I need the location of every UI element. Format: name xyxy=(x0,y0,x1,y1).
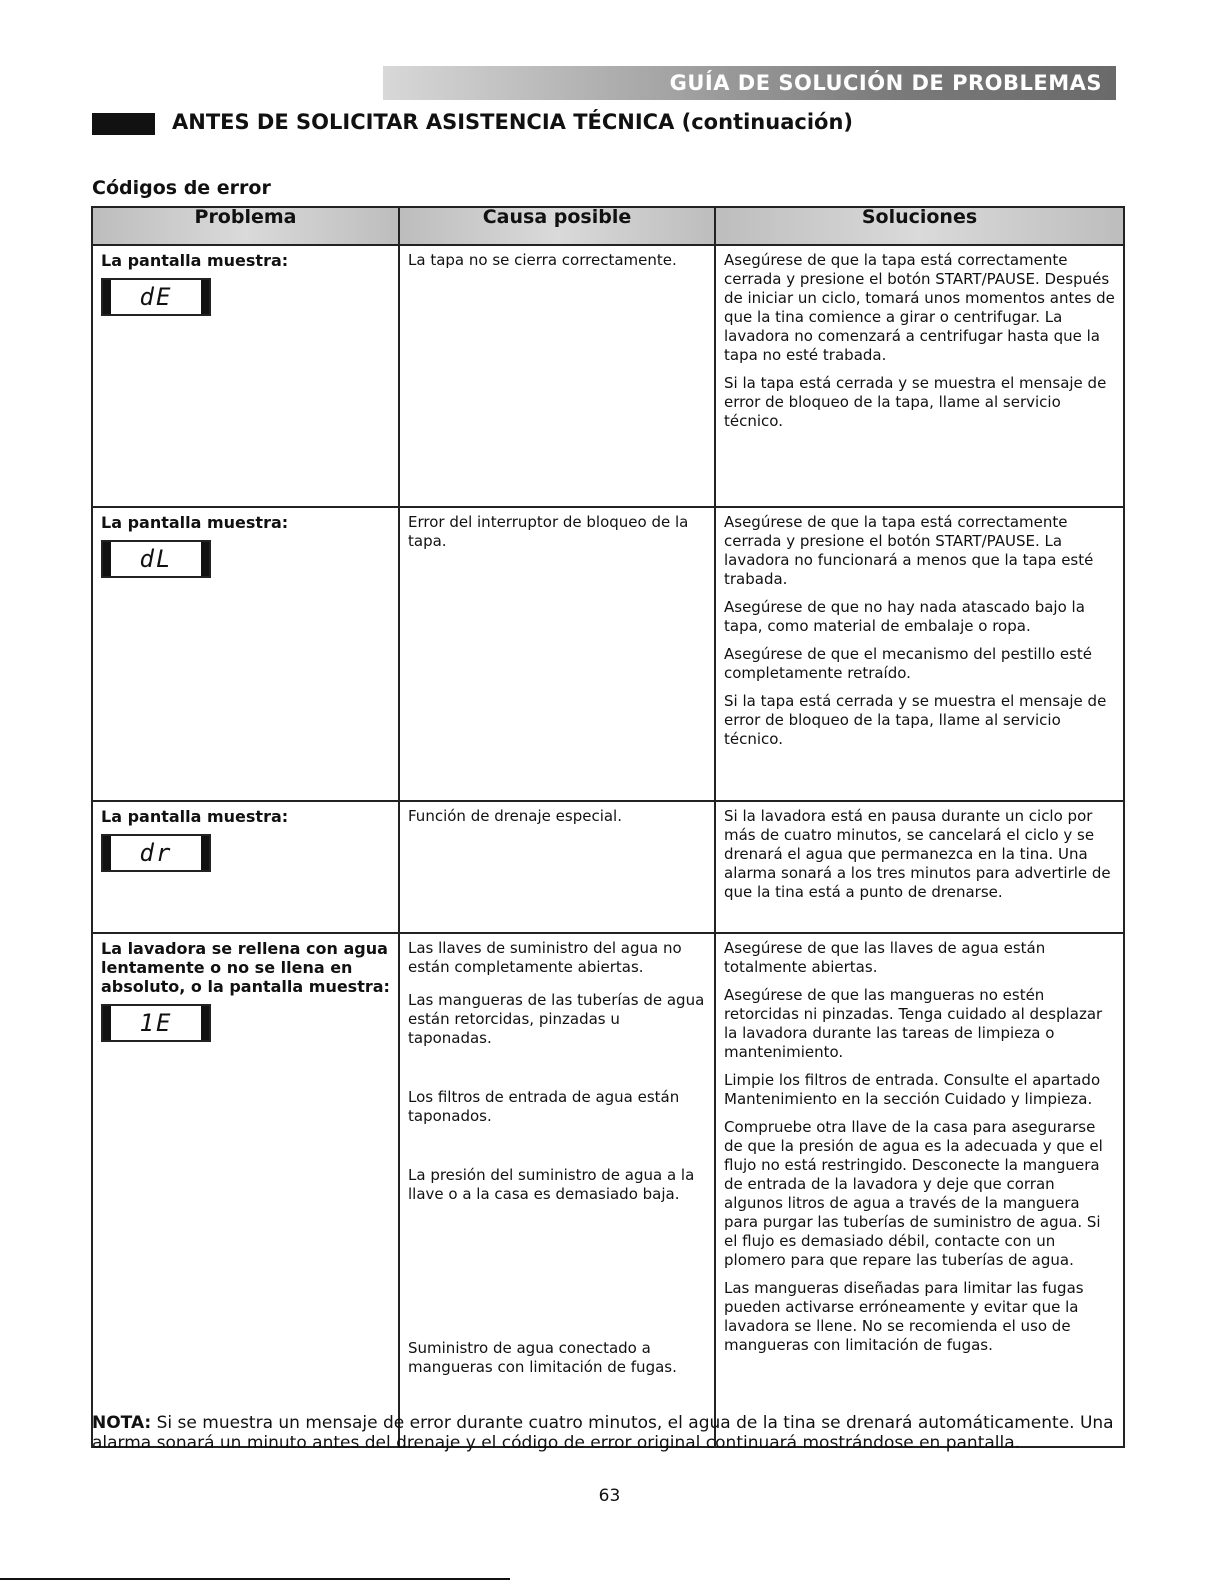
solution-text: Limpie los filtros de entrada. Consulte el apartado Mantenimiento en la sección Cuidado y limpieza. xyxy=(724,1071,1101,1108)
error-code-display xyxy=(101,540,211,578)
page-number: 63 xyxy=(598,1486,621,1506)
table-row xyxy=(92,507,1124,801)
cause-text: La tapa no se cierra correctamente. xyxy=(408,251,677,269)
section-title: ANTES DE SOLICITAR ASISTENCIA TÉCNICA (continuación) xyxy=(172,110,853,134)
solution-text: Compruebe otra llave de la casa para asegurarse de que la presión de agua es la adecuada y que el flujo no está restringido. Desconecte la manguera de entrada de la lavadora y deje que corran algunos litros de agua a través de la manguera para purgar las tuberías de suministro de agua. Si el flujo es demasiado débil, contacte con un plomero para que repare las tuberías de agua. xyxy=(724,1118,1103,1269)
error-code-display xyxy=(101,1004,211,1042)
cause-cell xyxy=(399,507,715,801)
header-solutions: Soluciones xyxy=(715,207,1124,245)
cause-cell xyxy=(399,933,715,1447)
error-codes-table xyxy=(91,206,1125,1448)
cause-text: Error del interruptor de bloqueo de la tapa. xyxy=(408,513,689,550)
cause-text: Suministro de agua conectado a mangueras con limitación de fugas. xyxy=(408,1339,677,1376)
cause-text: La presión del suministro de agua a la llave o a la casa es demasiado baja. xyxy=(408,1166,695,1203)
note-text: Si se muestra un mensaje de error durante cuatro minutos, el agua de la tina se drenará automáticamente. Una alarma sonará un minuto antes del drenaje y el código de error original continuará mostrándose en pantalla. xyxy=(92,1413,1114,1453)
error-code-display xyxy=(101,278,211,316)
note-paragraph xyxy=(92,1413,1122,1453)
solution-text: Asegúrese de que la tapa está correctamente cerrada y presione el botón START/PAUSE. Después de iniciar un ciclo, tomará unos momentos antes de que la tina comience a girar o centrifugar. La lavadora no comenzará a centrifugar hasta que la tapa no esté trabada. xyxy=(724,251,1115,364)
problem-label: La pantalla muestra: xyxy=(101,251,289,270)
table-header-row xyxy=(92,207,1124,245)
solution-text: Asegúrese de que la tapa está correctamente cerrada y presione el botón START/PAUSE. La lavadora no funcionará a menos que la tapa esté trabada. xyxy=(724,513,1094,588)
solution-text: Si la lavadora está en pausa durante un ciclo por más de cuatro minutos, se cancelará el ciclo y se drenará el agua que permanezca en la tina. Una alarma sonará a los tres minutos para advertirle de que la tina está a punto de drenarse. xyxy=(724,807,1111,901)
section-marker xyxy=(92,113,155,135)
cause-text: Función de drenaje especial. xyxy=(408,807,622,825)
problem-cell xyxy=(92,933,399,1447)
table-row xyxy=(92,801,1124,933)
cause-cell xyxy=(399,245,715,507)
cause-text: Los filtros de entrada de agua están taponados. xyxy=(408,1088,680,1125)
table-row xyxy=(92,933,1124,1447)
solution-text: Asegúrese de que el mecanismo del pestillo esté completamente retraído. xyxy=(724,645,1092,682)
cause-text: Las mangueras de las tuberías de agua están retorcidas, pinzadas u taponadas. xyxy=(408,991,705,1047)
problem-label: La lavadora se rellena con agua lentamente o no se llena en absoluto, o la pantalla muestra: xyxy=(101,939,390,996)
error-code: 1E xyxy=(139,1008,173,1037)
problem-cell xyxy=(92,507,399,801)
bottom-rule xyxy=(0,1578,510,1580)
error-code: dE xyxy=(139,282,173,311)
cause-cell xyxy=(399,801,715,933)
header-cause: Causa posible xyxy=(399,207,715,245)
problem-cell xyxy=(92,801,399,933)
solution-text: Asegúrese de que no hay nada atascado bajo la tapa, como material de embalaje o ropa. xyxy=(724,598,1085,635)
error-code: dr xyxy=(139,838,173,867)
error-code-display xyxy=(101,834,211,872)
problem-label: La pantalla muestra: xyxy=(101,807,289,826)
cause-text: Las llaves de suministro del agua no están completamente abiertas. xyxy=(408,939,682,976)
problem-cell xyxy=(92,245,399,507)
solution-text: Asegúrese de que las mangueras no estén retorcidas ni pinzadas. Tenga cuidado al desplazar la lavadora durante las tareas de limpieza o mantenimiento. xyxy=(724,986,1103,1061)
solution-text: Las mangueras diseñadas para limitar las fugas pueden activarse erróneamente y evitar que la lavadora se llene. No se recomienda el uso de mangueras con limitación de fugas. xyxy=(724,1279,1084,1354)
problem-label: La pantalla muestra: xyxy=(101,513,289,532)
section-banner xyxy=(383,66,1116,100)
error-code: dL xyxy=(139,544,173,573)
header-problem: Problema xyxy=(92,207,399,245)
solution-text: Si la tapa está cerrada y se muestra el mensaje de error de bloqueo de la tapa, llame al servicio técnico. xyxy=(724,692,1107,748)
solution-cell xyxy=(715,933,1124,1447)
solution-cell xyxy=(715,507,1124,801)
banner-title: GUÍA DE SOLUCIÓN DE PROBLEMAS xyxy=(669,71,1102,95)
solution-text: Asegúrese de que las llaves de agua están totalmente abiertas. xyxy=(724,939,1046,976)
note-label: NOTA: xyxy=(92,1413,152,1433)
solution-cell xyxy=(715,801,1124,933)
table-row xyxy=(92,245,1124,507)
solution-cell xyxy=(715,245,1124,507)
error-codes-subtitle: Códigos de error xyxy=(92,177,271,199)
solution-text: Si la tapa está cerrada y se muestra el mensaje de error de bloqueo de la tapa, llame al servicio técnico. xyxy=(724,374,1107,430)
